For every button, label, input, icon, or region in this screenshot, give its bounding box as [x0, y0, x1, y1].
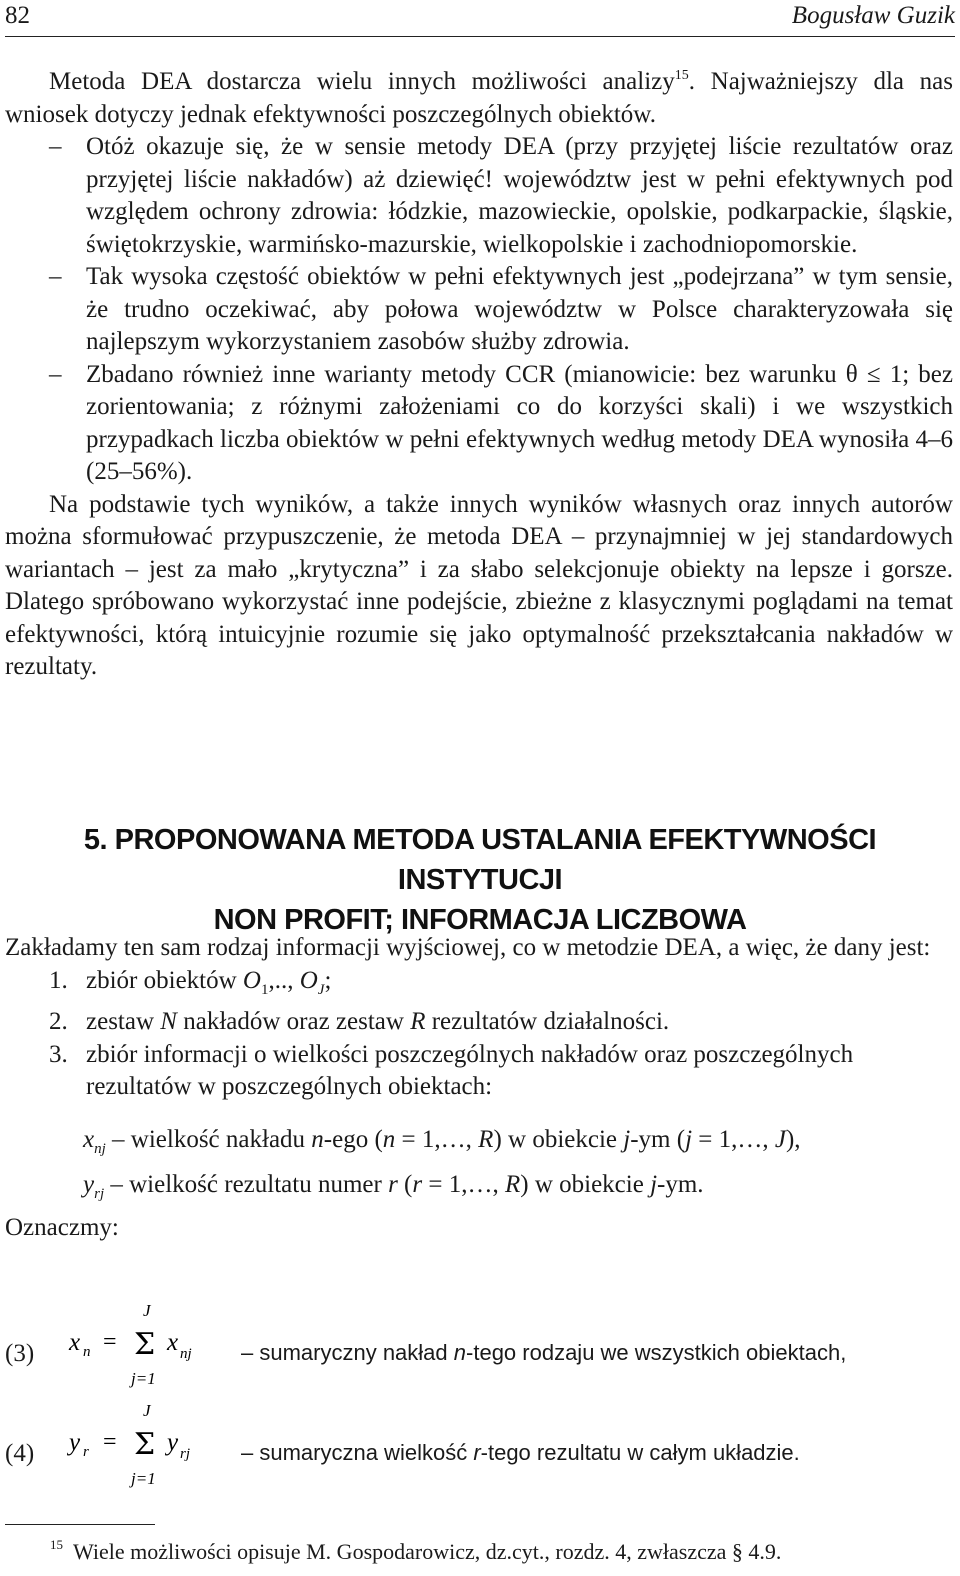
- list-item: – Tak wysoka częstość obiektów w pełni efektywnych jest „podejrzana” w tym sensie, że trudno oczekiwać, aby połowa województw w Polsce charakteryzowała się najlepszym wykorzystaniem zasobów służby zdrowia.: [49, 263, 953, 355]
- term-variable: x: [167, 1329, 179, 1356]
- lhs-subscript: r: [83, 1444, 89, 1460]
- list-item: – Zbadano również inne warianty metody CCR (mianowicie: bez warunku θ ≤ 1; bez zorientowania; z różnymi założeniami co do korzyści skali) i we wszystkich przypadkach liczba obiektów w pełni efektywnych według metody DEA wynosiła 4–6 (25–56%).: [49, 360, 953, 485]
- equation-number: (3): [5, 1340, 35, 1367]
- term-variable: y: [167, 1429, 179, 1456]
- formula-3: [5, 1300, 953, 1392]
- list-item: 2. zestaw N nakładów oraz zestaw R rezultatów działalności.: [49, 1008, 670, 1035]
- lhs-subscript: n: [83, 1344, 91, 1360]
- sum-sign-icon: Σ: [134, 1327, 156, 1362]
- sum-lower-limit: j=1: [131, 1369, 156, 1388]
- numbered-list: [5, 965, 953, 1104]
- body-text-top: [5, 66, 953, 684]
- sum-sign-icon: Σ: [134, 1427, 156, 1462]
- dash-marker: –: [49, 133, 62, 160]
- formula-4: [5, 1400, 953, 1492]
- list-item: 3. zbiór informacji o wielkości poszczególnych nakładów oraz poszczególnych rezultatów w poszczególnych obiektach:: [49, 1040, 854, 1100]
- equals-sign: =: [103, 1429, 117, 1455]
- term-subscript: rj: [180, 1446, 191, 1462]
- dash-list: [5, 131, 953, 489]
- page-number: 82: [5, 2, 30, 29]
- variable-definitions: [5, 1122, 953, 1212]
- body-text-bottom: [5, 932, 953, 1244]
- footnote-marker: 15: [50, 1537, 63, 1552]
- lhs-variable: y: [69, 1429, 81, 1456]
- sum-upper-limit: J: [143, 1301, 151, 1320]
- sum-upper-limit: J: [143, 1401, 151, 1420]
- paragraph-assumptions: Zakładamy ten sam rodzaj informacji wyjściowej, co w metodzie DEA, a więc, że dany jest:: [5, 934, 931, 961]
- term-subscript: nj: [180, 1346, 192, 1362]
- footnote-ref[interactable]: 15: [674, 68, 689, 83]
- footnote-text: Wiele możliwości opisuje M. Gospodarowicz, dz.cyt., rozdz. 4, zwłaszcza § 4.9.: [73, 1539, 782, 1564]
- equals-sign: =: [103, 1329, 117, 1355]
- dash-marker: –: [49, 263, 62, 290]
- formula-description: – sumaryczna wielkość r-tego rezultatu w całym układzie.: [241, 1440, 800, 1465]
- paragraph-intro: Metoda DEA dostarcza wielu innych możliwości analizy$^{15}$. Najważniejszy dla nas wniosek dotyczy jednak efektywności poszczególnych obiektów.: [5, 68, 953, 128]
- paragraph-conclusion: Na podstawie tych wyników, a także innych wyników własnych oraz innych autorów można sformułować przypuszczenie, że metoda DEA – przynajmniej w jej standardowych wariantach – jest za mało „krytyczna” i za słabo selekcjonuje obiekty na lepsze i gorsze. Dlatego spróbowano wykorzystać inne podejście, zbieżne z klasycznymi poglądami na temat efektywności, którą intuicyjnie rozumie się jako optymalność przekształcania nakładów w rezultaty.: [5, 490, 953, 680]
- list-item: – Otóż okazuje się, że w sensie metody DEA (przy przyjętej liście rezultatów oraz przyjętej liście nakładów) aż dziewięć! województw jest w pełni efektywnych pod względem ochrony zdrowia: łódzkie, mazowieckie, opolskie, podkarpackie, śląskie, świętokrzyskie, warmińsko-mazurskie, wielkopolskie i zachodniopomorskie.: [49, 133, 953, 258]
- page-header: [5, 0, 955, 37]
- sum-lower-limit: j=1: [131, 1469, 156, 1488]
- dash-marker: –: [49, 360, 62, 388]
- footnote-divider: [5, 1524, 155, 1525]
- definition-y: $y_{rj}$ – wielkość rezultatu numer r (r = 1,…, R) w obiekcie j-ym.: [83, 1170, 704, 1202]
- section-heading: 5. PROPONOWANA METODA USTALANIA EFEKTYWNOŚCI INSTYTUCJI NON PROFIT; INFORMACJA LICZBOWA: [83, 824, 877, 936]
- lhs-variable: x: [69, 1329, 81, 1356]
- equation-number: (4): [5, 1440, 35, 1467]
- oznaczmy-label: Oznaczmy:: [5, 1213, 119, 1241]
- footnote: [50, 1537, 781, 1565]
- list-item: 1. zbiór obiektów $O_1$,.., $O_J$;: [49, 966, 332, 998]
- formula-description: – sumaryczny nakład n-tego rodzaju we wszystkich obiektach,: [241, 1340, 847, 1365]
- definition-x: $x_{nj}$ – wielkość nakładu n-ego (n = 1,…, R) w obiekcie j-ym (j = 1,…, J),: [83, 1125, 801, 1157]
- summation-formula-3: [63, 1300, 263, 1390]
- running-author: Bogusław Guzik: [791, 2, 955, 29]
- summation-formula-4: [63, 1400, 263, 1490]
